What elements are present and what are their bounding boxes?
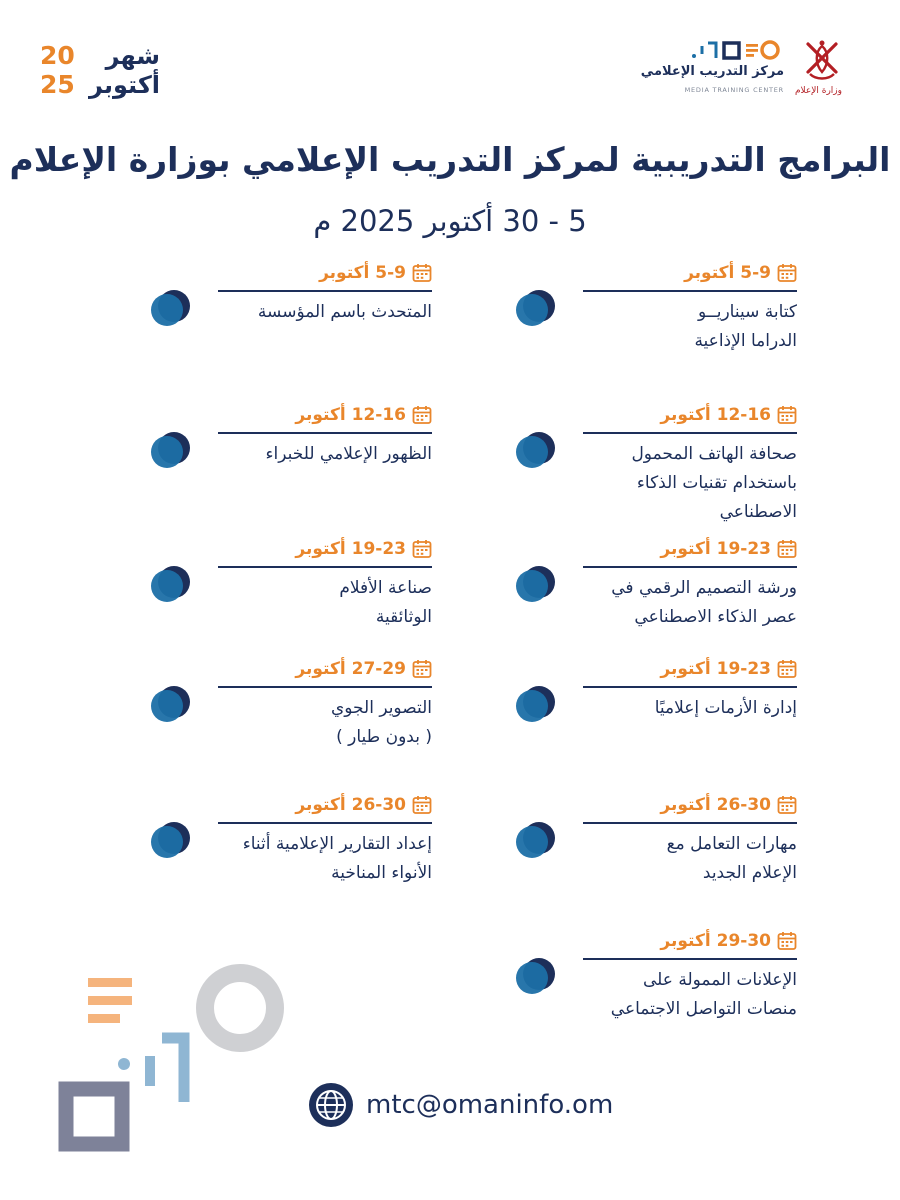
circles-icon — [515, 684, 557, 724]
calendar-icon — [412, 795, 432, 815]
contact-email[interactable]: mtc@omaninfo.om — [366, 1090, 614, 1120]
circles-icon — [150, 430, 192, 470]
calendar-icon — [412, 659, 432, 679]
program-card — [150, 658, 432, 778]
program-name: صناعة الأفلام الوثائقية — [339, 578, 432, 627]
program-name: إعداد التقارير الإعلامية أثناء الأنواء المناخية — [242, 834, 432, 883]
divider-line — [583, 686, 797, 688]
circles-icon — [515, 288, 557, 328]
program-date: 29-30 أكتوبر — [660, 930, 797, 952]
mtc-arabic-name: مركز التدريب الإعلامي — [640, 64, 784, 79]
globe-icon — [308, 1082, 354, 1128]
program-name: مهارات التعامل مع الإعلام الجديد — [666, 834, 797, 883]
circles-icon — [150, 564, 192, 604]
calendar-icon — [777, 405, 797, 425]
program-name: الإعلانات الممولة على منصات التواصل الاجتماعي — [610, 970, 797, 1019]
calendar-icon — [412, 405, 432, 425]
mtc-logo — [640, 40, 784, 102]
decorative-brand-graphic — [52, 960, 292, 1160]
mtc-mark-icon — [666, 40, 784, 62]
circles-icon — [515, 430, 557, 470]
program-card — [515, 262, 797, 382]
oman-emblem-icon — [802, 38, 842, 84]
circles-icon — [150, 684, 192, 724]
divider-line — [583, 822, 797, 824]
program-card — [150, 538, 432, 658]
program-card — [515, 538, 797, 658]
program-name: التصوير الجوي ( بدون طيار ) — [330, 698, 432, 747]
circles-icon — [515, 820, 557, 860]
program-name: إدارة الأزمات إعلاميًا — [654, 698, 797, 718]
circles-icon — [150, 820, 192, 860]
month-badge — [40, 40, 160, 102]
calendar-icon — [777, 659, 797, 679]
page-title: البرامج التدريبية لمركز التدريب الإعلامي بوزارة الإعلام — [9, 140, 891, 179]
divider-line — [583, 432, 797, 434]
program-card — [150, 404, 432, 524]
calendar-icon — [412, 263, 432, 283]
program-name: كتابة سيناريــو الدراما الإذاعية — [694, 302, 797, 351]
program-date: 26-30 أكتوبر — [295, 794, 432, 816]
year-digits-bottom: 25 — [40, 70, 75, 99]
calendar-icon — [412, 539, 432, 559]
program-name: ورشة التصميم الرقمي في عصر الذكاء الاصطناعي — [611, 578, 797, 627]
contact-info — [308, 1082, 613, 1128]
header-logos — [640, 38, 842, 104]
circles-icon — [515, 956, 557, 996]
program-date: 26-30 أكتوبر — [660, 794, 797, 816]
program-date: 27-29 أكتوبر — [295, 658, 432, 680]
calendar-icon — [777, 931, 797, 951]
program-card — [150, 262, 432, 382]
date-range: 5 - 30 أكتوبر 2025 م — [313, 204, 587, 238]
circles-icon — [150, 288, 192, 328]
program-name: صحافة الهاتف المحمول باستخدام تقنيات الذكاء الاصطناعي — [631, 444, 797, 522]
program-card — [150, 794, 432, 914]
program-card — [515, 404, 797, 524]
year-digits-top: 20 — [40, 41, 75, 70]
program-date: 12-16 أكتوبر — [295, 404, 432, 426]
divider-line — [218, 566, 432, 568]
divider-line — [583, 958, 797, 960]
month-label-top: شهر — [105, 42, 160, 70]
mtc-english-name: MEDIA TRAINING CENTER — [684, 86, 784, 94]
program-date: 19-23 أكتوبر — [660, 538, 797, 560]
calendar-icon — [777, 539, 797, 559]
ministry-name: وزارة الإعلام — [794, 86, 842, 96]
program-date: 19-23 أكتوبر — [295, 538, 432, 560]
program-card — [515, 794, 797, 914]
program-card — [515, 658, 797, 778]
ministry-emblem — [794, 38, 842, 100]
circles-icon — [515, 564, 557, 604]
divider-line — [583, 290, 797, 292]
program-date: 5-9 أكتوبر — [684, 262, 797, 284]
program-name: الظهور الإعلامي للخبراء — [265, 444, 432, 464]
program-name: المتحدث باسم المؤسسة — [257, 302, 432, 322]
calendar-icon — [777, 795, 797, 815]
divider-line — [218, 290, 432, 292]
divider-line — [218, 822, 432, 824]
program-date: 19-23 أكتوبر — [660, 658, 797, 680]
month-label-bottom: أكتوبر — [89, 71, 160, 99]
divider-line — [583, 566, 797, 568]
divider-line — [218, 432, 432, 434]
program-date: 12-16 أكتوبر — [660, 404, 797, 426]
calendar-icon — [777, 263, 797, 283]
divider-line — [218, 686, 432, 688]
program-card — [515, 930, 797, 1050]
program-date: 5-9 أكتوبر — [319, 262, 432, 284]
